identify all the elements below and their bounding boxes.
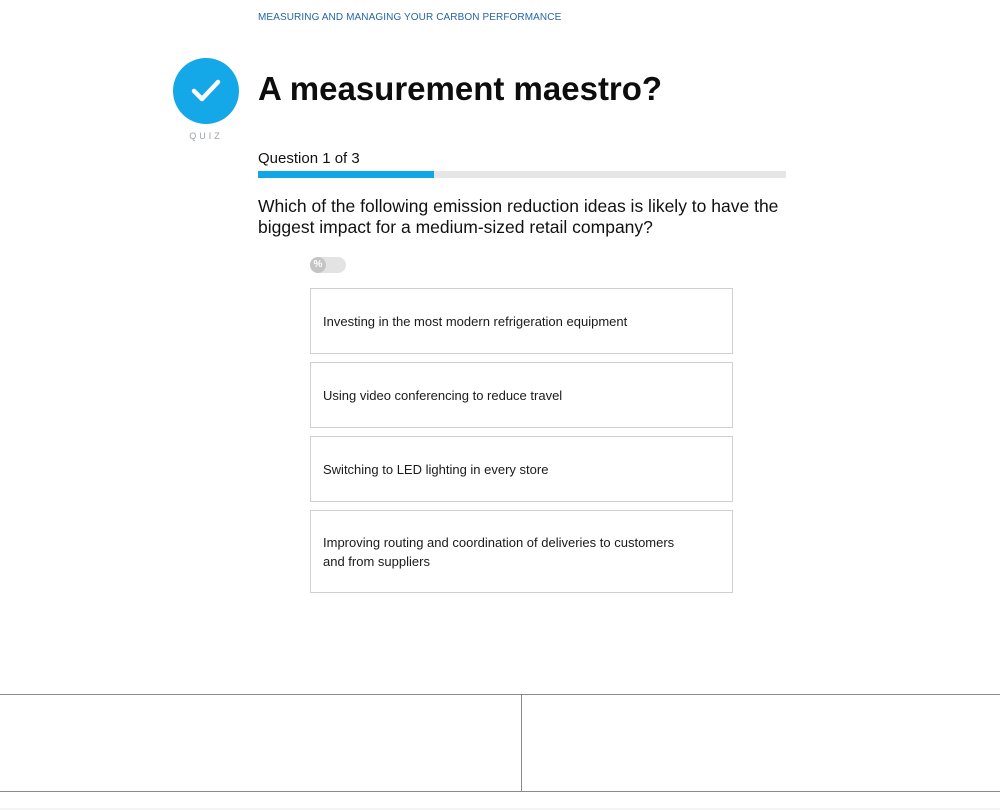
page-title: A measurement maestro? <box>258 70 663 107</box>
answer-options <box>310 288 733 601</box>
progress-fill <box>258 171 434 178</box>
checkmark-icon <box>190 77 222 105</box>
question-text: Which of the following emission reduction ideas is likely to have the biggest impact for a medium-sized retail company? <box>258 196 779 237</box>
quiz-label: QUIZ <box>189 131 223 141</box>
answer-option-1[interactable]: Investing in the most modern refrigeration equipment <box>310 288 733 354</box>
quiz-badge <box>173 58 239 124</box>
answer-option-3[interactable]: Switching to LED lighting in every store <box>310 436 733 502</box>
percent-icon: % <box>310 257 326 273</box>
answer-option-4[interactable]: Improving routing and coordination of deliveries to customers and from suppliers <box>310 510 733 593</box>
footer-left-panel <box>0 695 521 791</box>
breadcrumb: MEASURING AND MANAGING YOUR CARBON PERFORMANCE <box>258 12 562 23</box>
answer-option-2[interactable]: Using video conferencing to reduce travel <box>310 362 733 428</box>
percent-toggle[interactable] <box>310 257 346 273</box>
progress-bar <box>258 171 786 178</box>
question-counter: Question 1 of 3 <box>258 150 360 167</box>
footer-panel <box>0 694 1000 792</box>
footer-right-panel <box>522 695 1000 791</box>
